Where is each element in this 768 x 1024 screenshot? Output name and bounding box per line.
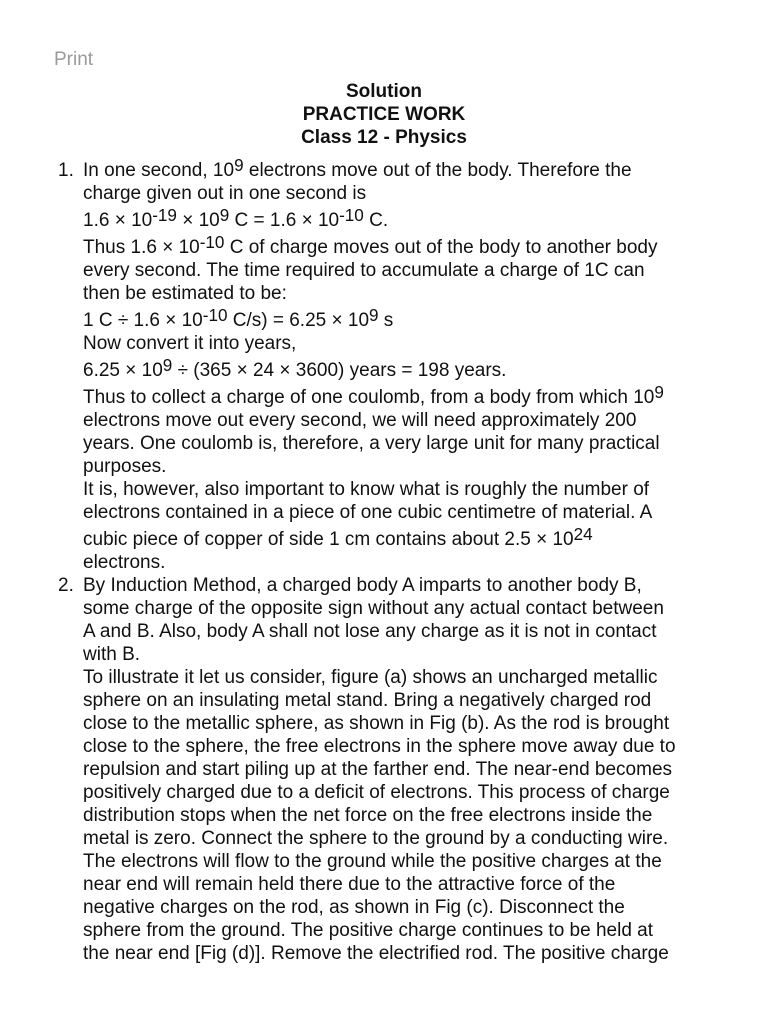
solution-item-1 [52, 155, 742, 574]
paragraph-line: every second. The time required to accumulate a charge of 1C can [83, 260, 645, 281]
paragraph-line: distribution stops when the net force on the free electrons inside the [83, 805, 653, 826]
equation-line: 1 $C \div 1.6 \times 10^{-10}$ $C/s) = 6.25 \times 10^9$ s [83, 305, 394, 331]
document-header [0, 80, 768, 149]
paragraph-line: near end will remain held there due to the attractive force of the [83, 874, 616, 895]
paragraph-line: electrons. [83, 552, 166, 573]
solution-item-2 [52, 574, 742, 965]
paragraph-line: To illustrate it let us consider, figure (a) shows an uncharged metallic [83, 667, 658, 688]
paragraph-line: with B. [83, 644, 141, 665]
paragraph-line: close to the sphere, the free electrons in the sphere move away due to [83, 736, 676, 757]
document-subtitle: PRACTICE WORK [302, 104, 466, 125]
paragraph-line: By Induction Method, a charged body A imparts to another body B, [83, 575, 642, 596]
document-title: Solution [346, 81, 422, 102]
equation-line: $1.6 \times 10^{-19} \times 10^9$ $C = 1.6 \times 10^{-10}$ C. [83, 205, 389, 231]
paragraph-line: years. One coulomb is, therefore, a very large unit for many practical [83, 433, 660, 454]
paragraph-line: It is, however, also important to know what is roughly the number of [83, 479, 650, 500]
document-class-line: Class 12 - Physics [301, 127, 467, 148]
paragraph-line: The electrons will flow to the ground while the positive charges at the [83, 851, 662, 872]
paragraph-line: purposes. [83, 456, 167, 477]
item-number: 1. [58, 160, 74, 181]
paragraph-line: electrons contained in a piece of one cubic centimetre of material. A [83, 502, 653, 523]
paragraph-line: then be estimated to be: [83, 283, 287, 304]
solution-list [52, 155, 742, 965]
equation-line: $6.25 \times 10^9 \div (365 \times 24 \times 3600)$ years = 198 years. [83, 355, 507, 381]
paragraph-line: repulsion and start piling up at the farther end. The near-end becomes [83, 759, 673, 780]
paragraph-line: the near end [Fig (d)]. Remove the electrified rod. The positive charge [83, 943, 669, 964]
paragraph-line: A and B. Also, body A shall not lose any charge as it is not in contact [83, 621, 657, 642]
item-number: 2. [58, 575, 74, 596]
paragraph-line: Now convert it into years, [83, 333, 297, 354]
paragraph-line: cubic piece of copper of side 1 cm contains about $2.5 \times 10^{24}$ [83, 524, 593, 550]
paragraph-line: In one second, $10^9$ electrons move out of the body. Therefore the [83, 155, 632, 181]
paragraph-line: Thus to collect a charge of one coulomb, from a body from which $10^9$ [83, 382, 664, 408]
paragraph-line: electrons move out every second, we will need approximately 200 [83, 410, 637, 431]
paragraph-line: metal is zero. Connect the sphere to the ground by a conducting wire. [83, 828, 669, 849]
paragraph-line: Thus $1.6 \times 10^{-10}$ C of charge moves out of the body to another body [83, 232, 658, 258]
paragraph-line: sphere on an insulating metal stand. Bring a negatively charged rod [83, 690, 652, 711]
paragraph-line: negative charges on the rod, as shown in Fig (c). Disconnect the [83, 897, 625, 918]
paragraph-line: positively charged due to a deficit of electrons. This process of charge [83, 782, 670, 803]
paragraph-line: charge given out in one second is [83, 183, 367, 204]
paragraph-line: some charge of the opposite sign without any actual contact between [83, 598, 664, 619]
paragraph-line: sphere from the ground. The positive charge continues to be held at [83, 920, 654, 941]
print-link[interactable]: Print [54, 49, 94, 70]
paragraph-line: close to the metallic sphere, as shown in Fig (b). As the rod is brought [83, 713, 670, 734]
